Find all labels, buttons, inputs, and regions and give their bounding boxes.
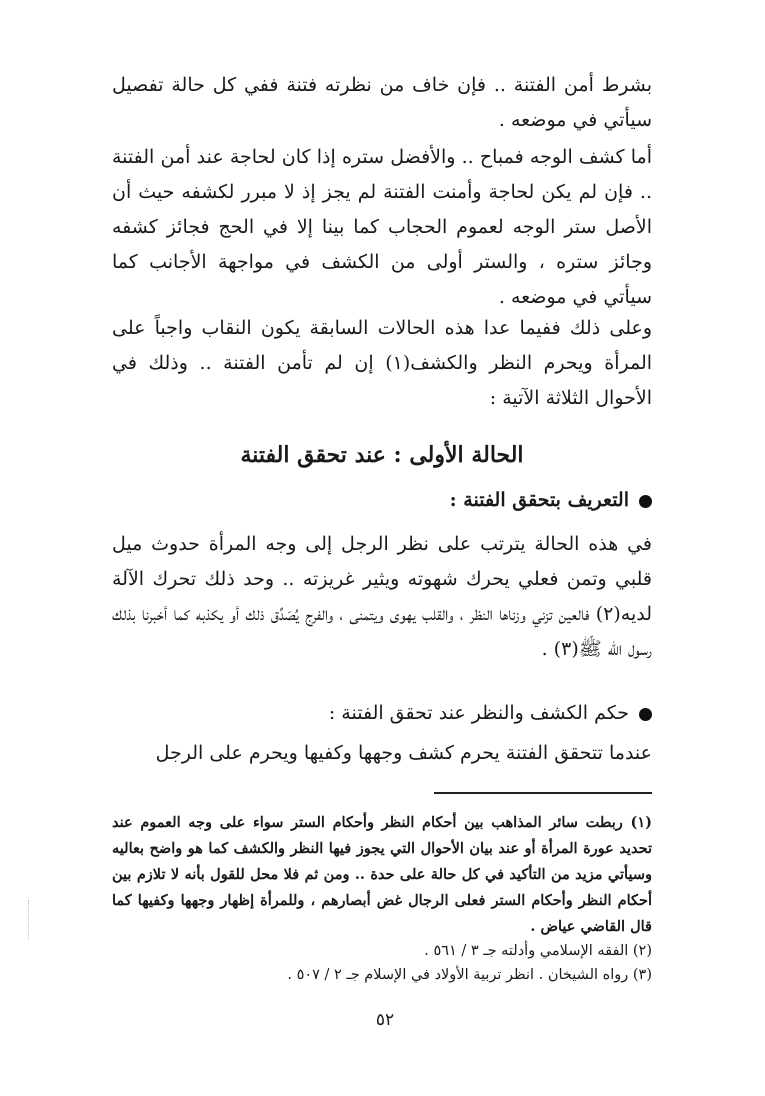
bullet-icon [639,495,652,508]
bullet-heading-1 [112,484,652,516]
footnote-1: (١) ربطت سائر المذاهب بين أحكام النظر وأحكام الستر سواء على وجه العموم عند تحديد عورة المرأة أو عند بيان الأحوال التي يجوز فيها النظر والكشف كما هو واضح بعاليه وسيأتي مزيد من التأكيد في كل حالة على حدة .. ومن ثم فلا محل للقول بأنه لا تلازم بين أحكام النظر وأحكام الستر فعلى الرجال غض أبصارهم ، وللمرأة إظهار وجهها وكفيها كما قال القاضي عياض . [112,814,652,935]
paragraph-5: عندما تتحقق الفتنة يحرم كشف وجهها وكفيها ويحرم على الرجل [155,742,652,764]
paragraph-1: بشرط أمن الفتنة .. فإن خاف من نظرته فتنة ففي كل حالة تفصيل سيأتي في موضعه . [112,74,652,131]
footnote-separator [434,792,652,794]
bullet-heading-1-text: التعريف بتحقق الفتنة : [449,489,629,511]
paragraph-4: في هذه الحالة يترتب على نظر الرجل إلى وجه المرأة حدوث ميل قلبي وتمن فعلي يحرك شهوته ويثير غريزته .. وحد ذلك تحرك الآلة لديه(٢) فالعين تزني وزناها النظر ، والقلب يهوى ويتمنى ، والفرج يُصَدِّق ذلك أو يكذبه كما أخبرنا بذلك رسول الله ﷺ(٣) . [112,533,652,660]
bullet-icon [639,708,652,721]
section-heading: الحالة الأولى : عند تحقق الفتنة [240,442,524,468]
scan-edge-mark [28,900,37,940]
footnote-3: (٣) رواه الشيخان . انظر تربية الأولاد في الإسلام جـ ٢ / ٥٠٧ . [287,967,652,983]
bullet-heading-2 [112,697,652,729]
footnote-2: (٢) الفقه الإسلامي وأدلته جـ ٣ / ٥٦١ . [424,943,652,959]
paragraph-2: أما كشف الوجه فمباح .. والأفضل ستره إذا كان لحاجة عند أمن الفتنة .. فإن لم يكن لحاجة وأمنت الفتنة لم يجز إذ لا مبرر لكشفه حيث أن الأصل ستر الوجه لعموم الحجاب كما بينا إلا في الحج فجائز كشفه وجائز ستره ، والستر أولى من الكشف في مواجهة الأجانب كما سيأتي في موضعه . [112,146,652,308]
bullet-heading-2-text: حكم الكشف والنظر عند تحقق الفتنة : [328,702,629,724]
paragraph-3: وعلى ذلك ففيما عدا هذه الحالات السابقة يكون النقاب واجباً على المرأة ويحرم النظر والكشف(١) إن لم تأمن الفتنة .. وذلك في الأحوال الثلاثة الآتية : [112,317,653,409]
page-number: ٥٢ [375,1010,395,1030]
